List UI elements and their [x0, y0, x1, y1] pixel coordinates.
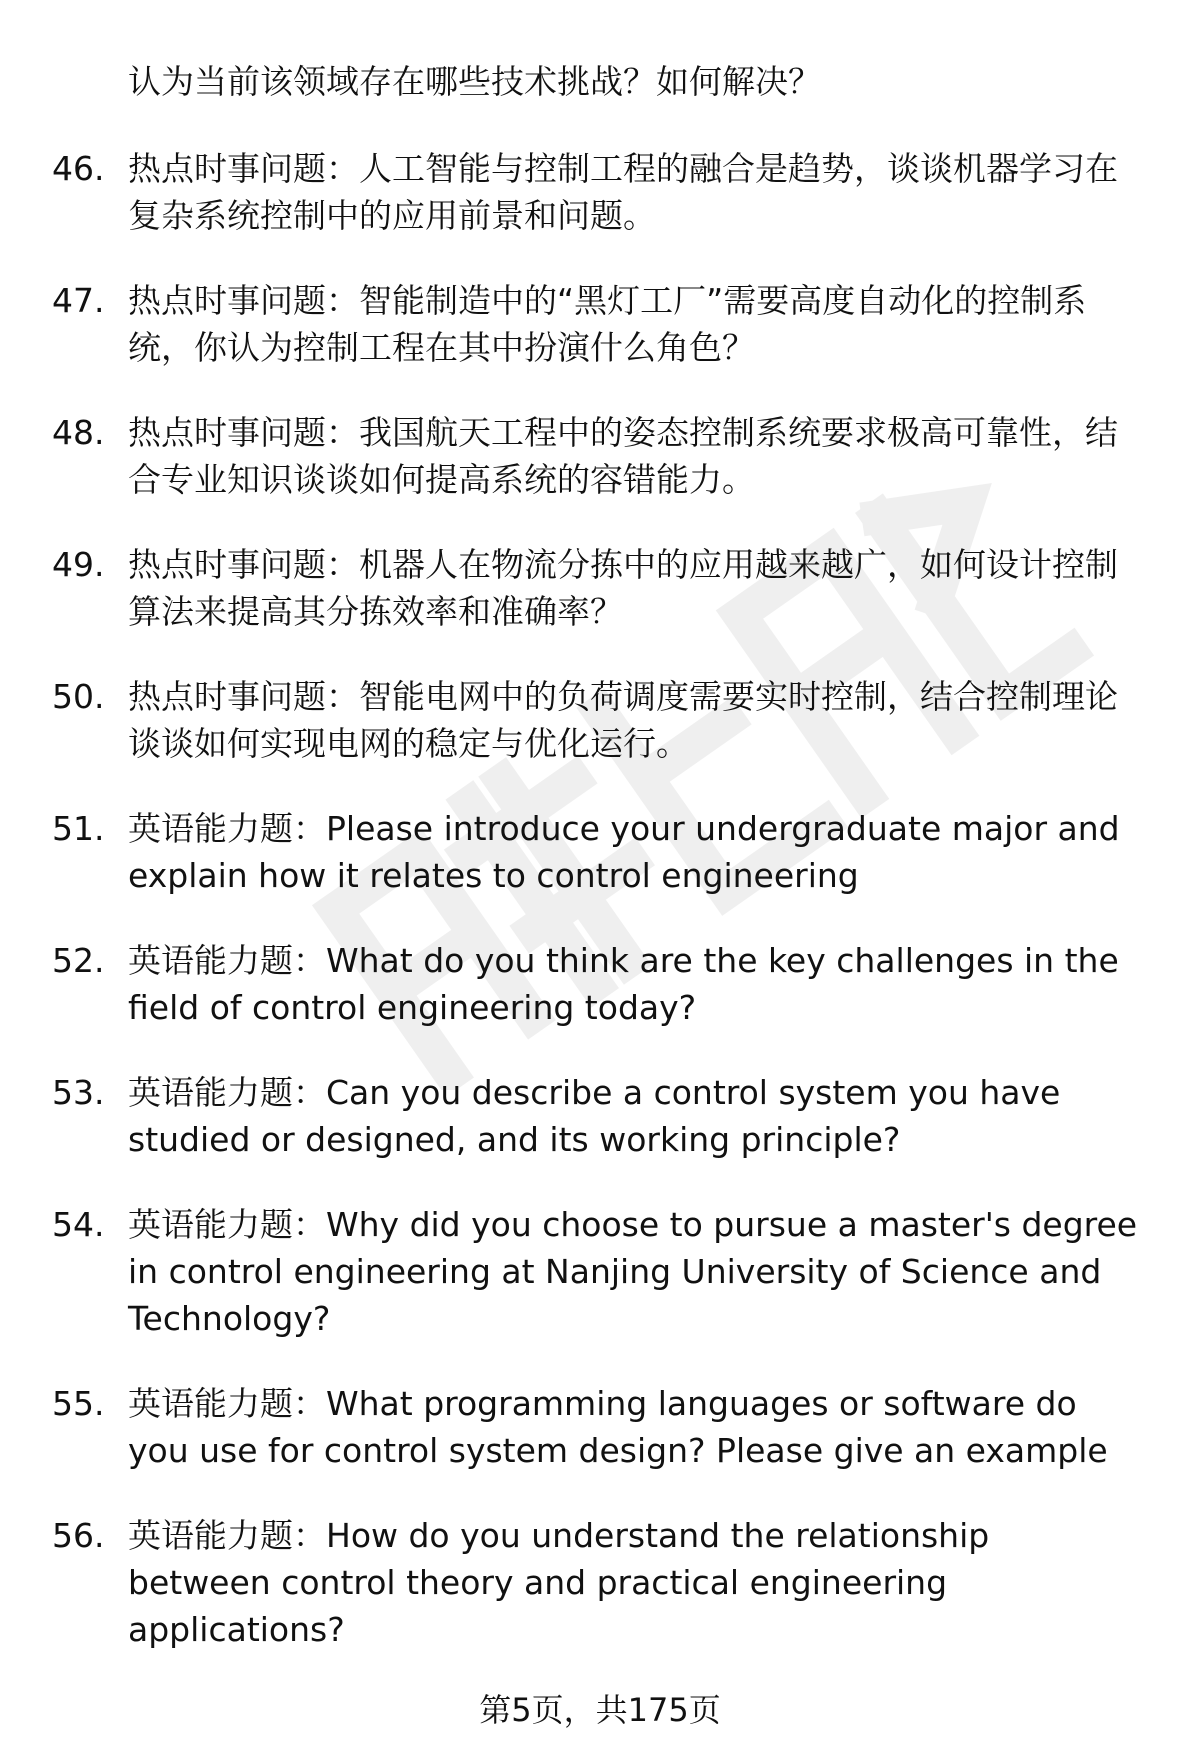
question-text: 热点时事问题：我国航天工程中的姿态控制系统要求极高可靠性，结合专业知识谈谈如何提高系统的容错能力。 — [128, 413, 1118, 499]
question-item — [52, 1380, 1152, 1474]
question-text: 热点时事问题：人工智能与控制工程的融合是趋势，谈谈机器学习在复杂系统控制中的应用前景和问题。 — [128, 149, 1118, 235]
question-list — [52, 145, 1152, 1691]
question-item — [52, 805, 1152, 899]
question-number: 48. — [52, 413, 105, 452]
intro-line: 认为当前该领域存在哪些技术挑战？如何解决？ — [128, 62, 821, 101]
question-number: 51. — [52, 809, 105, 848]
question-item — [52, 277, 1152, 371]
page-footer: 第5页，共175页 — [479, 1691, 721, 1729]
question-text: 英语能力题：What programming languages or software do you use for control system design? Please give an example — [128, 1384, 1108, 1470]
question-number: 55. — [52, 1384, 105, 1423]
question-number: 50. — [52, 677, 105, 716]
question-text: 英语能力题：Please introduce your undergraduate major and explain how it relates to control engineering — [128, 809, 1120, 895]
question-number: 47. — [52, 281, 105, 320]
question-item — [52, 409, 1152, 503]
question-item — [52, 541, 1152, 635]
question-text: 英语能力题：What do you think are the key challenges in the field of control engineering today? — [128, 941, 1119, 1027]
question-item — [52, 1069, 1152, 1163]
question-text: 英语能力题：How do you understand the relationship between control theory and practical engineering applications? — [128, 1516, 990, 1649]
question-item — [52, 1201, 1152, 1342]
question-number: 53. — [52, 1073, 105, 1112]
question-item — [52, 1512, 1152, 1653]
question-number: 54. — [52, 1205, 105, 1244]
question-text: 英语能力题：Can you describe a control system you have studied or designed, and its working principle? — [128, 1073, 1061, 1159]
question-text: 热点时事问题：机器人在物流分拣中的应用越来越广，如何设计控制算法来提高其分拣效率和准确率？ — [128, 545, 1118, 631]
question-text: 热点时事问题：智能电网中的负荷调度需要实时控制，结合控制理论谈谈如何实现电网的稳定与优化运行。 — [128, 677, 1118, 763]
question-number: 52. — [52, 941, 105, 980]
question-text: 英语能力题：Why did you choose to pursue a master's degree in control engineering at Nanjing University of Science and Technology? — [128, 1205, 1138, 1338]
question-item — [52, 673, 1152, 767]
question-item — [52, 937, 1152, 1031]
question-number: 56. — [52, 1516, 105, 1555]
question-number: 49. — [52, 545, 105, 584]
question-text: 热点时事问题：智能制造中的“黑灯工厂”需要高度自动化的控制系统，你认为控制工程在其中扮演什么角色？ — [128, 281, 1087, 367]
question-number: 46. — [52, 149, 105, 188]
question-item — [52, 145, 1152, 239]
